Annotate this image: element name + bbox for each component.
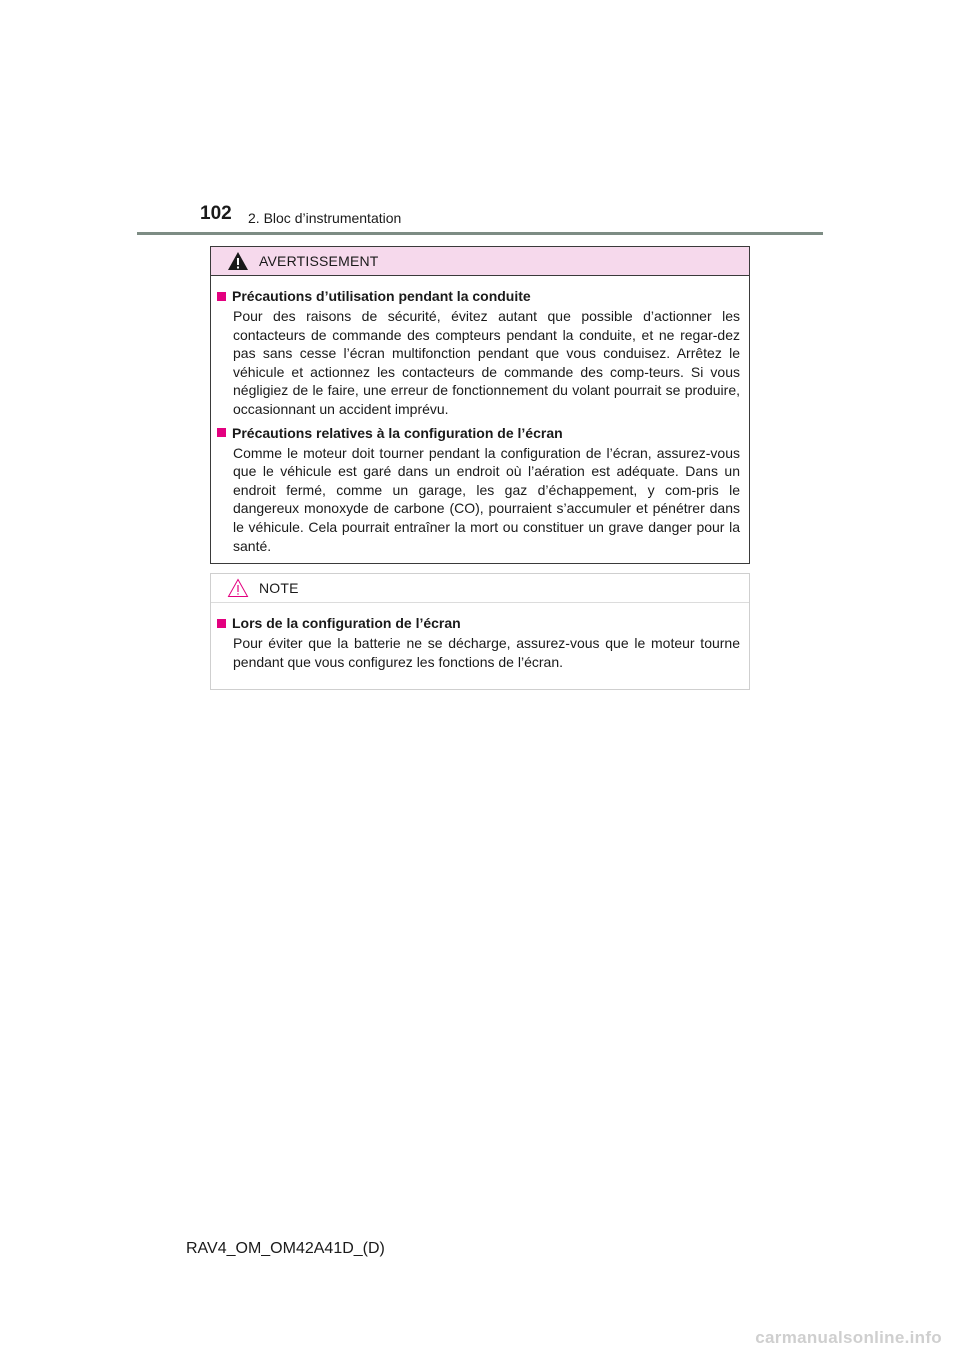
warning-item xyxy=(217,286,740,419)
warning-body xyxy=(211,276,749,555)
footer-doc-code: RAV4_OM_OM42A41D_(D) xyxy=(186,1240,385,1257)
warning-triangle-icon xyxy=(227,251,249,271)
caution-outline-triangle-icon xyxy=(227,578,249,598)
bullet-square-icon xyxy=(217,428,226,437)
warning-item-text: Comme le moteur doit tourner pendant la configuration de l’écran, assurez-vous que le véhicule est garé dans un endroit où l’aération est adéquate. Dans un endroit fermé, comme un garage, les gaz d’échappement, y com-pris le dangereux monoxyde de carbone (CO), pourraient s’accumuler et pénétrer dans le véhicule. Cela pourrait entraîner la mort ou constituer un grave danger pour la santé. xyxy=(233,444,740,554)
note-box xyxy=(210,573,750,690)
note-header xyxy=(211,574,749,603)
warning-header xyxy=(211,247,749,276)
warning-label: AVERTISSEMENT xyxy=(259,253,379,269)
note-item xyxy=(217,613,740,671)
warning-item-text: Pour des raisons de sécurité, évitez autant que possible d’actionner les contacteurs de commande des compteurs pendant la conduite, et ne regar-dez pas sans cesse l’écran multifonction pendant que vous conduisez. Arrêtez le véhicule et actionnez les contacteurs de commande des comp-teurs. Si vous négligiez de le faire, une erreur de fonctionnement du volant pourrait se produire, occasionnant un accident imprévu. xyxy=(233,308,740,417)
bullet-square-icon xyxy=(217,292,226,301)
page-number: 102 xyxy=(200,203,232,224)
note-item-title-text: Lors de la configuration de l’écran xyxy=(232,615,461,631)
warning-item xyxy=(217,423,740,556)
warning-item-title xyxy=(217,423,740,443)
warning-box xyxy=(210,246,750,564)
note-item-title xyxy=(217,613,740,633)
warning-item-title xyxy=(217,286,740,306)
section-title: 2. Bloc d’instrumentation xyxy=(248,210,402,226)
warning-item-title-text: Précautions relatives à la configuration de l’écran xyxy=(232,424,563,441)
warning-item-title-text: Précautions d’utilisation pendant la conduite xyxy=(232,288,531,304)
watermark: carmanualsonline.info xyxy=(755,1328,942,1347)
note-body xyxy=(211,603,749,671)
note-label: NOTE xyxy=(259,580,299,596)
bullet-square-icon xyxy=(217,619,226,628)
header-rule xyxy=(137,232,823,235)
note-item-text: Pour éviter que la batterie ne se décharge, assurez-vous que le moteur tourne pendant que vous configurez les fonctions de l’écran. xyxy=(233,635,740,670)
